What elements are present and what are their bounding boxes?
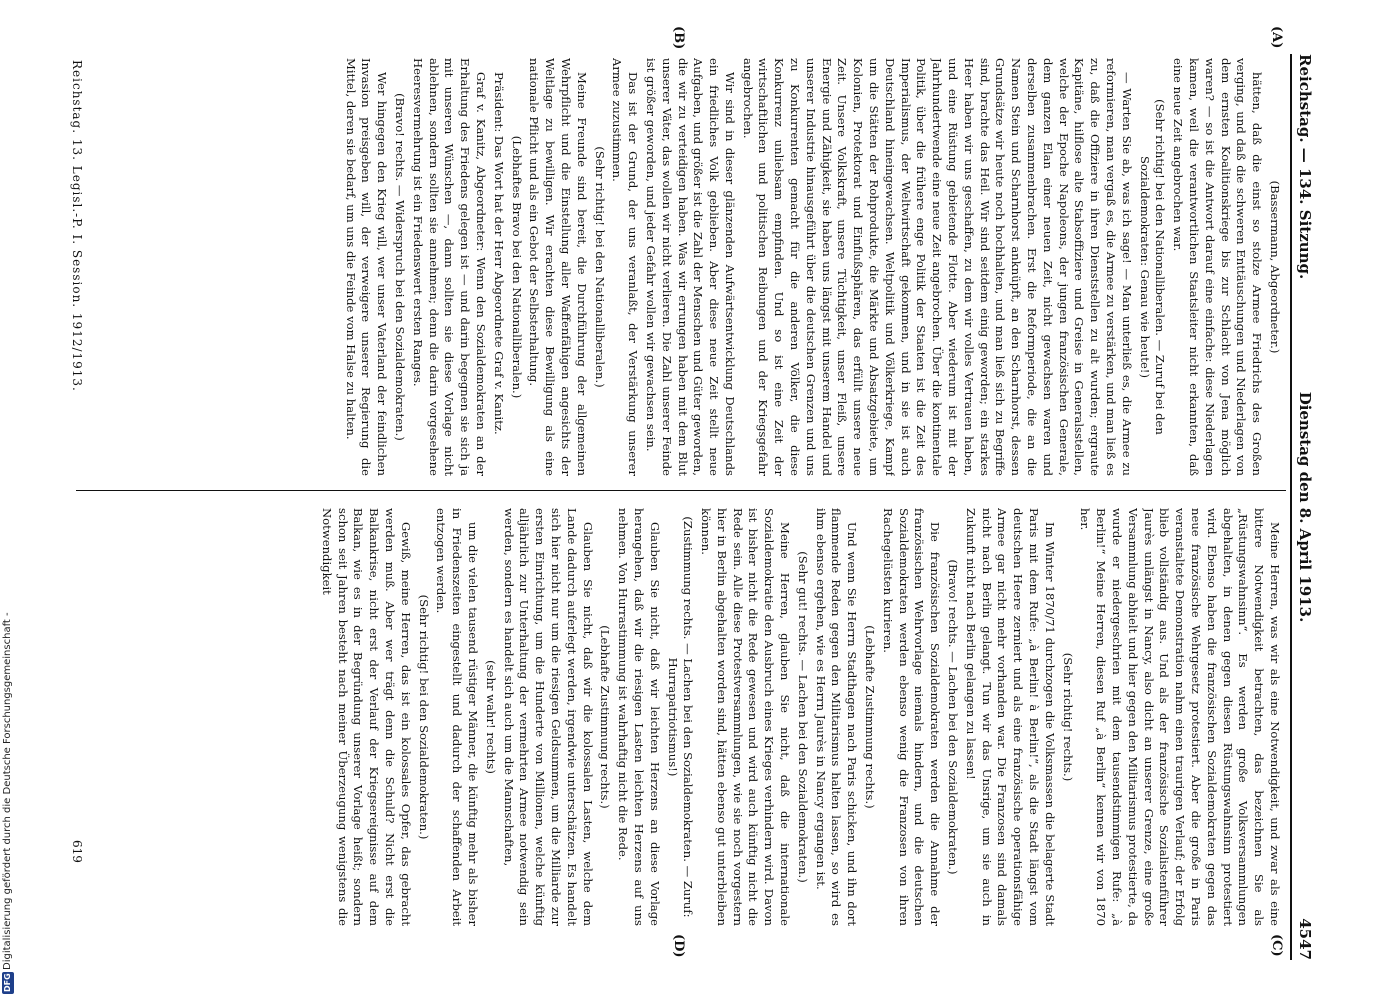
margin-letter-c: (C) bbox=[1269, 934, 1284, 957]
dfg-logo-text: DFG bbox=[3, 973, 12, 992]
paragraph: Glauben Sie nicht, daß wir die kolossalen Lasten, welche dem Lande dadurch auferlegt werden, irgendwie unterschätzen. Es handelt sich hier nicht nur um die riesigen Geldsummen, um die Milliarde zur ersten Einrichtung, um die Hunderte von Millionen, welche künftig alljährlich zur Unterhaltung der vermehrten Armee notwendig sein werden, sondern es handelt sich auch um die Mannschaften, bbox=[501, 508, 595, 926]
margin-letter-d: (D) bbox=[671, 934, 686, 958]
paragraph: Meine Herren, was wir als eine Notwendigkeit, und zwar als eine bittere Notwendigkeit betrachten, das bezeichnen Sie als „Rüstungswahnsinn“. Es werden große Volksversammlungen abgehalten, in denen gegen diesen Rüstungswahnsinn protestiert wird. Ebenso haben die französischen Sozialdemokraten gegen das neue französische Wehrgesetz protestiert. Aber die große in Paris veranstaltete Demonstration nahm einen traurigen Verlauf; der Erfolg blieb vollständig aus. Und als der französische Sozialistenführer Jaurès unlängst in Nancy, also dicht an unserer Grenze, eine große Versammlung abhielt und hier gegen den Militarismus protestierte, da wurde er niedergeschrien mit dem tausendstimmigen Rufe: „à Berlin!“ Meine Herren, diesen Ruf „à Berlin“ kennen wir von 1870 her. bbox=[1078, 508, 1282, 926]
interjection: (Zustimmung rechts. — Lachen bei den Sozialdemokraten. — Zuruf: Hurrapatriotismus!) bbox=[665, 516, 696, 918]
paragraph: hätten, daß die einst so stolze Armee Friedrichs des Großen verging, und daß die schweren Enttäuschungen und Niederlagen von dem ernsten Koalitionskriege bis zur Schlacht von Jena möglich waren? — so ist die Antwort darauf eine einfache: diese Niederlagen kamen, weil die verantwortlichen Staatsleiter nicht erkannten, daß eine neue Zeit angebrochen war. bbox=[1171, 58, 1265, 476]
margin-letter-a: (A) bbox=[1269, 26, 1284, 49]
dfg-logo bbox=[2, 972, 14, 994]
paragraph: Meine Freunde sind bereit, die Durchführung der allgemeinen Wehrpflicht und die Einstellung aller Waffenfähigen angesichts der Weltlage zu bewilligen. Wir erachten diese Bewilligung als eine nationale Pflicht und als ein Gebot der Selbsterhaltung. bbox=[527, 58, 589, 476]
interjection: (Sehr richtig! bei den Sozialdemokraten.) bbox=[416, 594, 431, 840]
paragraph: Im Winter 1870/71 durchzogen die Volksmassen die belagerte Stadt Paris mit dem Rufe: „à Berlin! à Berlin!“, als die Stadt längst vom deutschen Heere zerniert und als eine französische operationsfähige Armee gar nicht mehr vorhanden war. Die Franzosen sind damals nicht nach Berlin gelangt. Tun wir das Unsrige, um sie auch in Zukunft nicht nach Berlin gelangen zu lassen! bbox=[963, 508, 1057, 926]
interjection: (Lebhafte Zustimmung rechts.) bbox=[863, 625, 878, 809]
speaker-paragraph: Graf v. Kanitz, Abgeordneter: Wenn den Sozialdemokraten an der Erhaltung des Friedens gelegen ist — und darin begegnen sie sich ja mit unseren Wünschen —, dann sollten sie diese Vorlage nicht ablehnen, sondern sollten sie annehmen; denn die darin vorgesehene Heeresvermehrung ist ein Friedenswert ersten Ranges. bbox=[410, 58, 488, 476]
page-header bbox=[1288, 54, 1318, 960]
speaker-note: (Bassermann, Abgeordneter.) bbox=[1268, 180, 1282, 354]
interjection: (Bravo! rechts. — Lachen bei den Sozialdemokraten.) bbox=[946, 559, 961, 875]
paragraph: — Warten Sie ab, was ich sage! — Man unterließ es, die Armee zu reformieren, man vergaß es, die Armee zu verstärken, und man ließ es zu, daß die Offiziere in ihren Dienststellen zu alt wurden; ergraute Kapitäne, hilflose alte Stabsoffiziere und Greise in Generalsstellen, welche der Epoche Napoleons, der jungen französischen Generale, dem ganzen Elan einer neuen Zeit, nicht gewachsen waren und derselben zusammenbrachen. Erst die Reformperiode, die an die Namen Stein und Scharnhorst anknüpft, an den Scharnhorst, dessen Grundsätze wir heute noch hochhalten, und man ließ sich zu Begriffe sind, brachte das Heil. Wir sind seitdem einig geworden; ein starkes Heer haben wir uns geschaffen, zu dem wir volles Vertrauen haben, und eine Rüstung gebietende Flotte. Aber wiederum ist mit der Jahrhundertwende eine neue Zeit angebrochen. Über die kontinentale Politik, über die frühere enge Politik der Staaten ist die Zeit des Imperialismus, der Weltwirtschaft gekommen, und in sie ist auch Deutschland hineingewachsen. Weltpolitik und Völkerkriege, Kampf um die Stätten der Rohprodukte, die Märkte und Absatzgebiete, um Kolonien, Protektorat und Einflußsphären, das erfüllt unsere neue Zeit. Unsere Volkskraft, unsere Tüchtigkeit, unser Fleiß, unsere Energie und Zähigkeit, sie haben uns längst mit unserem Handel und unserer Industrie hinausgeführt über die deutschen Grenzen und uns zu Konkurrenten gemacht für die anderen Völker, die diese Konkurrenz unliebsam empfinden. Und so ist eine Zeit der wirtschaftlichen und politischen Reibungen und der Kriegsgefahr angebrochen. bbox=[740, 58, 1134, 476]
interjection: (Sehr richtig! rechts.) bbox=[1060, 652, 1075, 782]
column-rule bbox=[76, 490, 1286, 491]
header-page-number: 4547 bbox=[1296, 918, 1314, 960]
paragraph: um die vielen tausend rüstiger Männer, die künftig mehr als bisher in Friedenszeiten eingestellt und dadurch der schaffenden Arbeit entzogen werden. bbox=[434, 508, 480, 926]
header-rule bbox=[1290, 54, 1292, 960]
interjection: (Lebhaftes Bravo bei den Nationalliberalen.) bbox=[509, 135, 524, 399]
interjection: (Sehr richtig! bei den Nationalliberalen.) bbox=[592, 146, 607, 388]
interjection: (Bravo! rechts. — Widerspruch bei den Sozialdemokraten.) bbox=[392, 93, 407, 441]
header-date: Dienstag den 8. April 1913. bbox=[1296, 391, 1314, 623]
paragraph: Wer hingegen den Krieg will, wer unser Vaterland der feindlichen Invasion preisgeben will, der verweigere unserer Regierung die Mittel, deren sie bedarf, um uns die Feinde vom Halse zu halten. bbox=[343, 58, 390, 476]
paragraph: Glauben Sie nicht, daß wir leichten Herzens an diese Vorlage herangehen, daß wir die riesigen Lasten leichten Herzens auf uns nehmen. Von Hurrastimmung ist wahrhaftig nicht die Rede. bbox=[616, 508, 662, 926]
interjection: (Sehr gut! rechts. — Lachen bei den Sozialdemokraten.) bbox=[795, 551, 810, 883]
header-left: Reichstag. — 134. Sitzung. bbox=[1296, 54, 1314, 280]
president-statement: Präsident: Das Wort hat der Herr Abgeordnete Graf v. Kanitz. bbox=[491, 72, 506, 435]
paragraph: Gewiß, meine Herren, das ist ein kolossales Opfer, das gebracht werden muß. Aber wer trägt denn die Schuld? Nicht erst die Balkankrise, nicht erst der Verlauf der Kriegsereignisse auf dem Balkan, wie es in der Begründung unserer Vorlage heißt; sondern schon seit Jahren besteht nach meiner Überzeugung wenigstens die Notwendigkeit bbox=[319, 508, 413, 926]
paragraph: Und wenn Sie Herrn Stadthagen nach Paris schicken, und ihn dort flammende Reden gegen den Militarismus halten lassen, so wird es ihm ebenso ergehen, wie es Herrn Jaurès in Nancy ergangen ist. bbox=[813, 508, 860, 926]
interjection: (Lebhafte Zustimmung rechts.) bbox=[598, 625, 613, 809]
interjection: (Sehr richtig! bei den Nationalliberalen. — Zuruf bei den Sozialdemokraten: Genau wie heute!) bbox=[1137, 99, 1168, 435]
paragraph: Das ist der Grund, der uns veranlaßt, der Verstärkung unserer Armee zuzustimmen. bbox=[610, 58, 641, 476]
page-footer: Reichstag. 13. Legisl.-P. I. Session. 1912/1913. bbox=[70, 60, 84, 392]
paragraph: Meine Herren, glauben Sie nicht, daß die internationale Sozialdemokratie den Ausbruch eines Krieges verhindern wird. Davon ist bisher nicht die Rede gewesen und wird auch künftig nicht die Rede sein. Alle diese Protestversammlungen, wie sie noch vorgestern hier in Berlin abgehalten worden sind, hätten ebenso gut unterbleiben können. bbox=[699, 508, 793, 926]
paragraph: Die französischen Sozialdemokraten werden die Annahme der französischen Wehrvorlage niemals hindern, und die deutschen Sozialdemokraten werden ebenso wenig die Franzosen von ihren Rachegelüsten kurieren. bbox=[880, 508, 943, 926]
dfg-sidenote bbox=[2, 550, 14, 970]
page-mark: 619 bbox=[70, 840, 84, 863]
interjection: (sehr wahr! rechts) bbox=[483, 660, 498, 774]
margin-letter-b: (B) bbox=[671, 26, 686, 50]
left-column bbox=[86, 58, 1282, 476]
paragraph: Wir sind in dieser glänzenden Aufwärtsentwicklung Deutschlands ein friedliches Volk geblieben. Aber diese neue Zeit stellt neue Aufgaben, und größer ist die Zahl der Menschen und Güter geworden, die wir zu verteidigen haben. Was wir errungen haben mit dem Blut unserer Väter, das wollen wir nicht verlieren. Die Zahl unserer Feinde ist größer geworden, und jeder Gefahr wollen wir gewachsen sein. bbox=[643, 58, 737, 476]
right-column bbox=[86, 508, 1282, 926]
dfg-sidenote-text: Digitalisierung gefördert durch die Deutsche Forschungsgemeinschaft - bbox=[2, 612, 13, 970]
